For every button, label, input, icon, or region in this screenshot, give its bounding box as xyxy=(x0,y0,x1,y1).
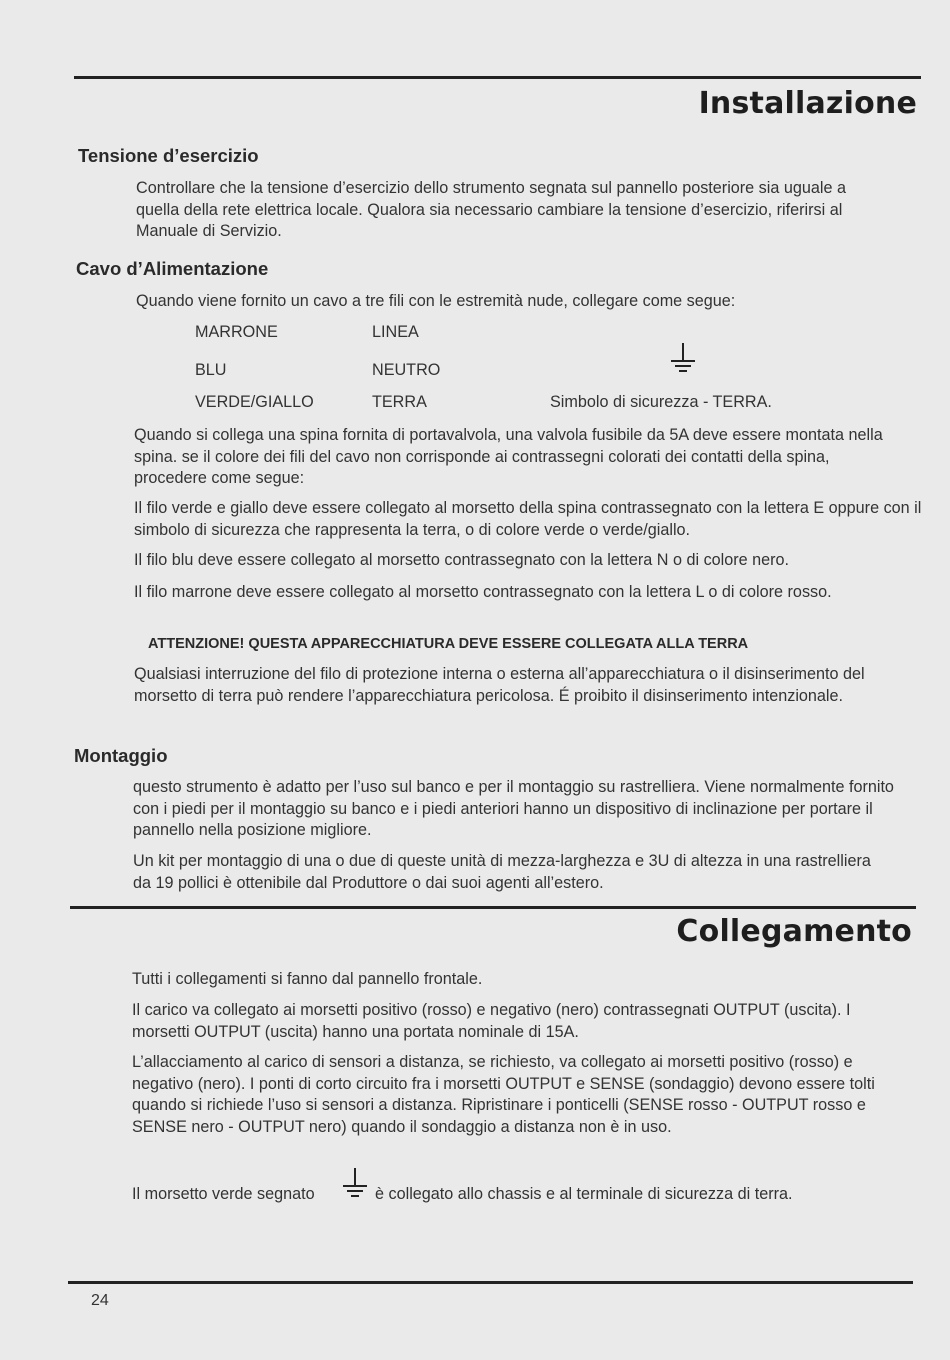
paragraph-green-yellow: Il filo verde e giallo deve essere collegato al morsetto della spina contrassegnato con la lettera E oppure con il simbolo di sicurezza che rappresenta la terra, o di colore verde o verde/giallo. xyxy=(134,499,922,539)
ground-terminal-text-after: è collegato allo chassis e al terminale di sicurezza di terra. xyxy=(375,1185,793,1203)
middle-rule xyxy=(70,906,916,909)
ground-symbol-icon xyxy=(670,343,696,373)
paragraph-protection: Qualsiasi interruzione del filo di protezione interna o esterna all’apparecchiatura o il disinserimento del morsetto di terra può rendere l’apparecchiatura pericolosa. É proibito il disinserimento intenzionale. xyxy=(134,665,865,705)
ground-symbol-caption: Simbolo di sicurezza - TERRA. xyxy=(550,393,772,411)
heading-montaggio: Montaggio xyxy=(74,745,168,766)
wire-line: NEUTRO xyxy=(372,361,441,379)
wire-color: VERDE/GIALLO xyxy=(195,393,314,411)
paragraph-blue: Il filo blu deve essere collegato al morsetto contrassegnato con la lettera N o di colore nero. xyxy=(134,551,790,569)
heading-tensione: Tensione d’esercizio xyxy=(78,145,259,166)
paragraph-collegamento-3: L’allacciamento al carico di sensori a distanza, se richiesto, va collegato ai morsetti positivo (rosso) e negativo (nero). I ponti di corto circuito fra i morsetti OUTPUT e SENSE (sondaggio) devono essere tolti quando si richiede l’uso si sensori a distanza. Ripristinare i ponticelli (SENSE rosso - OUTPUT rosso e SENSE nero - OUTPUT nero) quando il sondaggio a distanza non è in uso. xyxy=(132,1053,875,1136)
wire-line: TERRA xyxy=(372,393,427,411)
section-title-installazione: Installazione xyxy=(698,86,917,121)
paragraph-collegamento-1: Tutti i collegamenti si fanno dal pannello frontale. xyxy=(132,970,483,988)
heading-cavo: Cavo d’Alimentazione xyxy=(76,258,269,279)
wire-color: MARRONE xyxy=(195,323,278,341)
paragraph-fuse: Quando si collega una spina fornita di portavalvola, una valvola fusibile da 5A deve essere montata nella spina. se il colore dei fili del cavo non corrisponde ai contrassegni colorati dei contatti della spina, procedere come segue: xyxy=(134,426,883,487)
paragraph-montaggio-1: questo strumento è adatto per l’uso sul banco e per il montaggio su rastrelliera. Viene normalmente fornito con i piedi per il montaggio su banco e i piedi anteriori hanno un dispositivo di inclinazione per portare il pannello nella posizione migliore. xyxy=(133,778,894,839)
page-number: 24 xyxy=(91,1292,109,1309)
wire-line: LINEA xyxy=(372,323,419,341)
paragraph-tensione: Controllare che la tensione d’esercizio dello strumento segnata sul pannello posteriore sia uguale a quella della rete elettrica locale. Qualora sia necessario cambiare la tensione d’esercizio, riferirsi al Manuale di Servizio. xyxy=(136,179,846,240)
bottom-rule xyxy=(68,1281,913,1284)
section-title-collegamento: Collegamento xyxy=(676,914,912,949)
paragraph-collegamento-4 xyxy=(132,1168,912,1208)
paragraph-cavo-intro: Quando viene fornito un cavo a tre fili con le estremità nude, collegare come segue: xyxy=(136,292,736,310)
ground-symbol-icon xyxy=(342,1168,368,1198)
warning-earth: ATTENZIONE! QUESTA APPARECCHIATURA DEVE ESSERE COLLEGATA ALLA TERRA xyxy=(148,636,749,652)
wire-color: BLU xyxy=(195,361,227,379)
top-rule xyxy=(74,76,921,79)
ground-terminal-text-before: Il morsetto verde segnato xyxy=(132,1185,315,1203)
paragraph-montaggio-2: Un kit per montaggio di una o due di queste unità di mezza-larghezza e 3U di altezza in una rastrelliera da 19 pollici è ottenibile dal Produttore o dai suoi agenti all’estero. xyxy=(133,852,871,892)
paragraph-brown: Il filo marrone deve essere collegato al morsetto contrassegnato con la lettera L o di colore rosso. xyxy=(134,583,832,601)
paragraph-collegamento-2: Il carico va collegato ai morsetti positivo (rosso) e negativo (nero) contrassegnati OUTPUT (uscita). I morsetti OUTPUT (uscita) hanno una portata nominale di 15A. xyxy=(132,1001,851,1041)
